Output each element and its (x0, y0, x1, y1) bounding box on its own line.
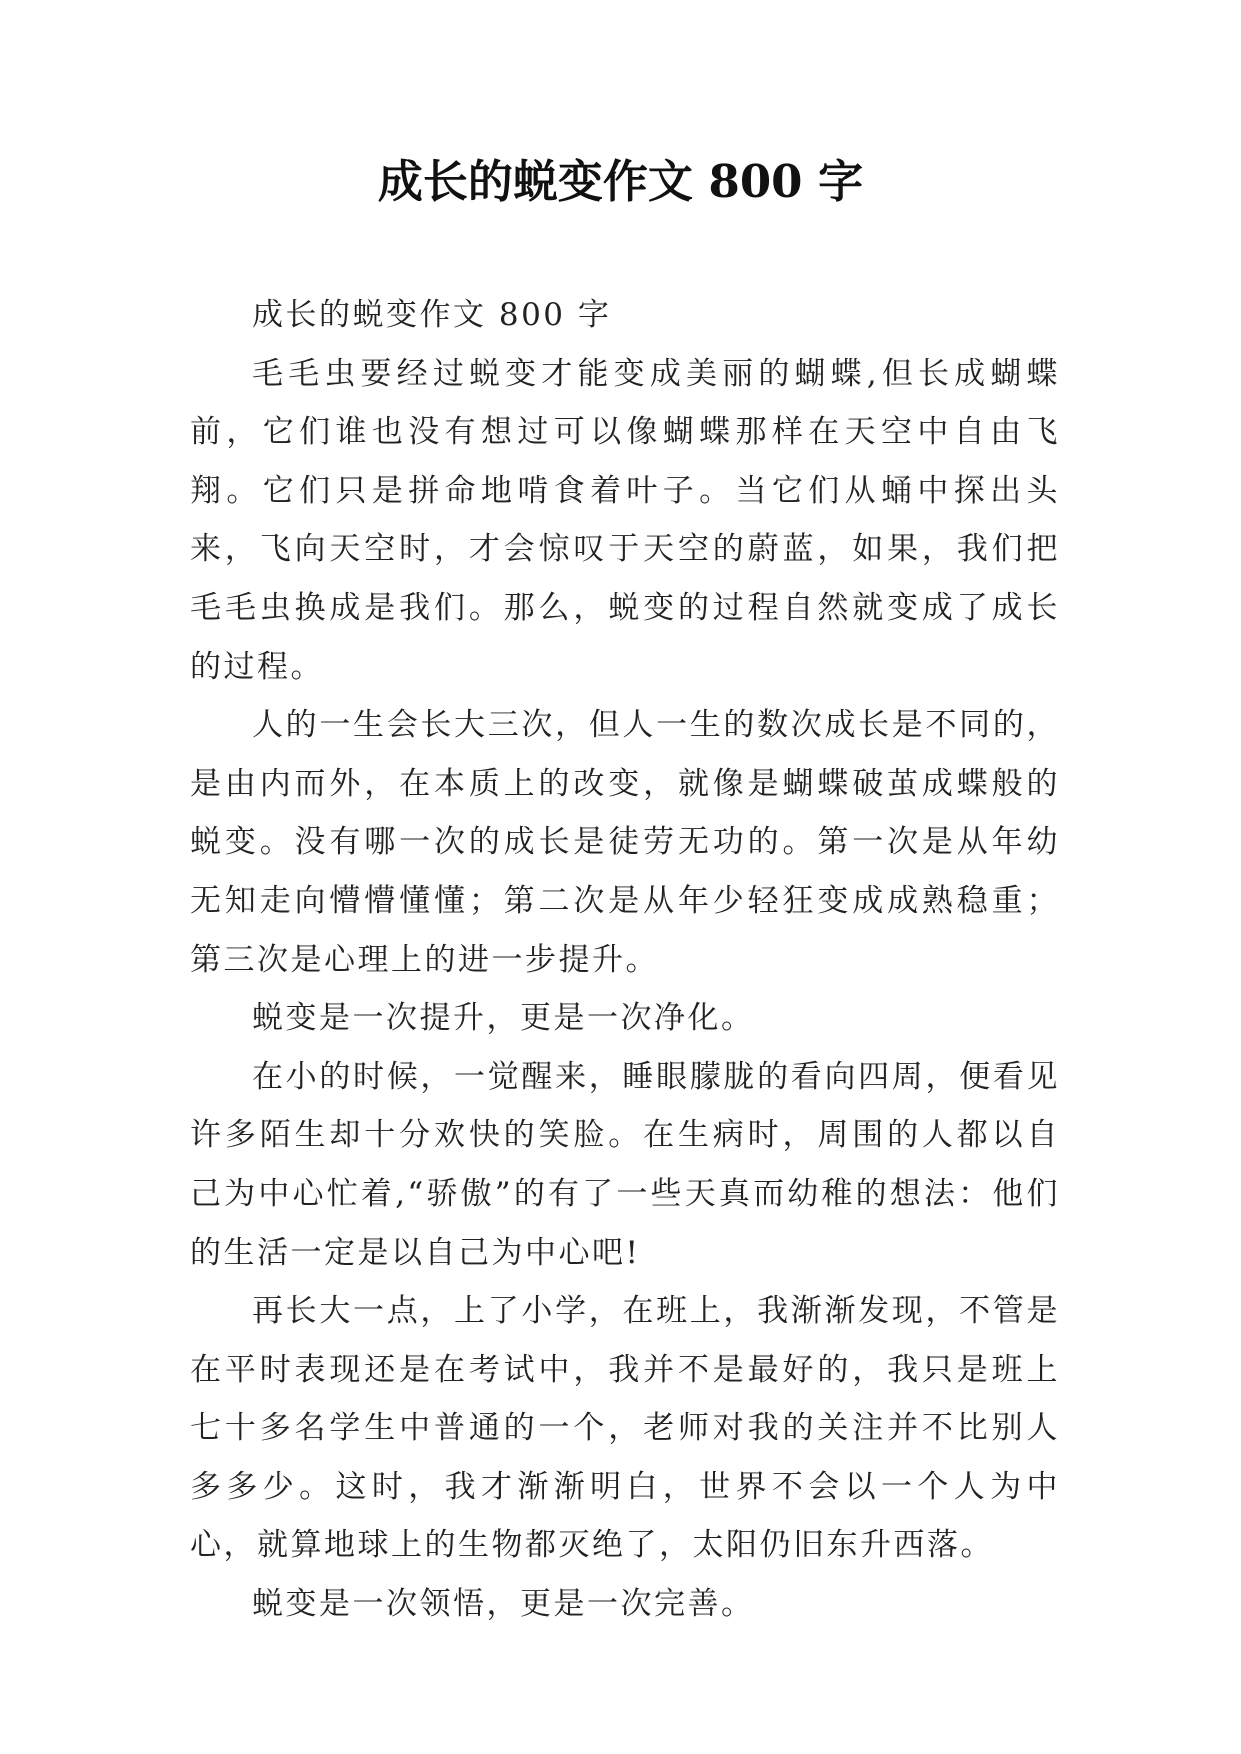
document-title: 成长的蜕变作文 800 字 (377, 155, 864, 208)
paragraph-subtitle: 成长的蜕变作文 800 字 (252, 297, 612, 333)
paragraph: 蜕变是一次提升，更是一次净化。 (252, 1000, 755, 1037)
paragraph: 人的一生会长大三次，但人一生的数次成长是不同的，是由内而外，在本质上的改变，就像是蝴蝶破茧成蝶般的蜕变。没有哪一次的成长是徒劳无功的。第一次是从年幼无知走向懵懵懂懂；第二次是从年少轻狂变成成熟稳重；第三次是心理上的进一步提升。 (190, 707, 1060, 978)
paragraph: 再长大一点，上了小学，在班上，我渐渐发现，不管是在平时表现还是在考试中，我并不是最好的，我只是班上七十多名学生中普通的一个，老师对我的关注并不比别人多多少。这时，我才渐渐明白，世界不会以一个人为中心，就算地球上的生物都灭绝了，太阳仍旧东升西落。 (190, 1293, 1060, 1564)
paragraph: 毛毛虫要经过蜕变才能变成美丽的蝴蝶,但长成蝴蝶前，它们谁也没有想过可以像蝴蝶那样在天空中自由飞翔。它们只是拼命地啃食着叶子。当它们从蛹中探出头来，飞向天空时，才会惊叹于天空的蔚蓝，如果，我们把毛毛虫换成是我们。那么，蜕变的过程自然就变成了成长的过程。 (190, 355, 1060, 685)
paragraph: 蜕变是一次领悟，更是一次完善。 (252, 1586, 755, 1623)
paragraph: 在小的时候，一觉醒来，睡眼朦胧的看向四周，便看见许多陌生却十分欢快的笑脸。在生病时，周围的人都以自己为中心忙着,“骄傲”的有了一些天真而幼稚的想法：他们的生活一定是以自己为中心吧! (190, 1058, 1060, 1271)
document-body (190, 286, 1060, 1634)
